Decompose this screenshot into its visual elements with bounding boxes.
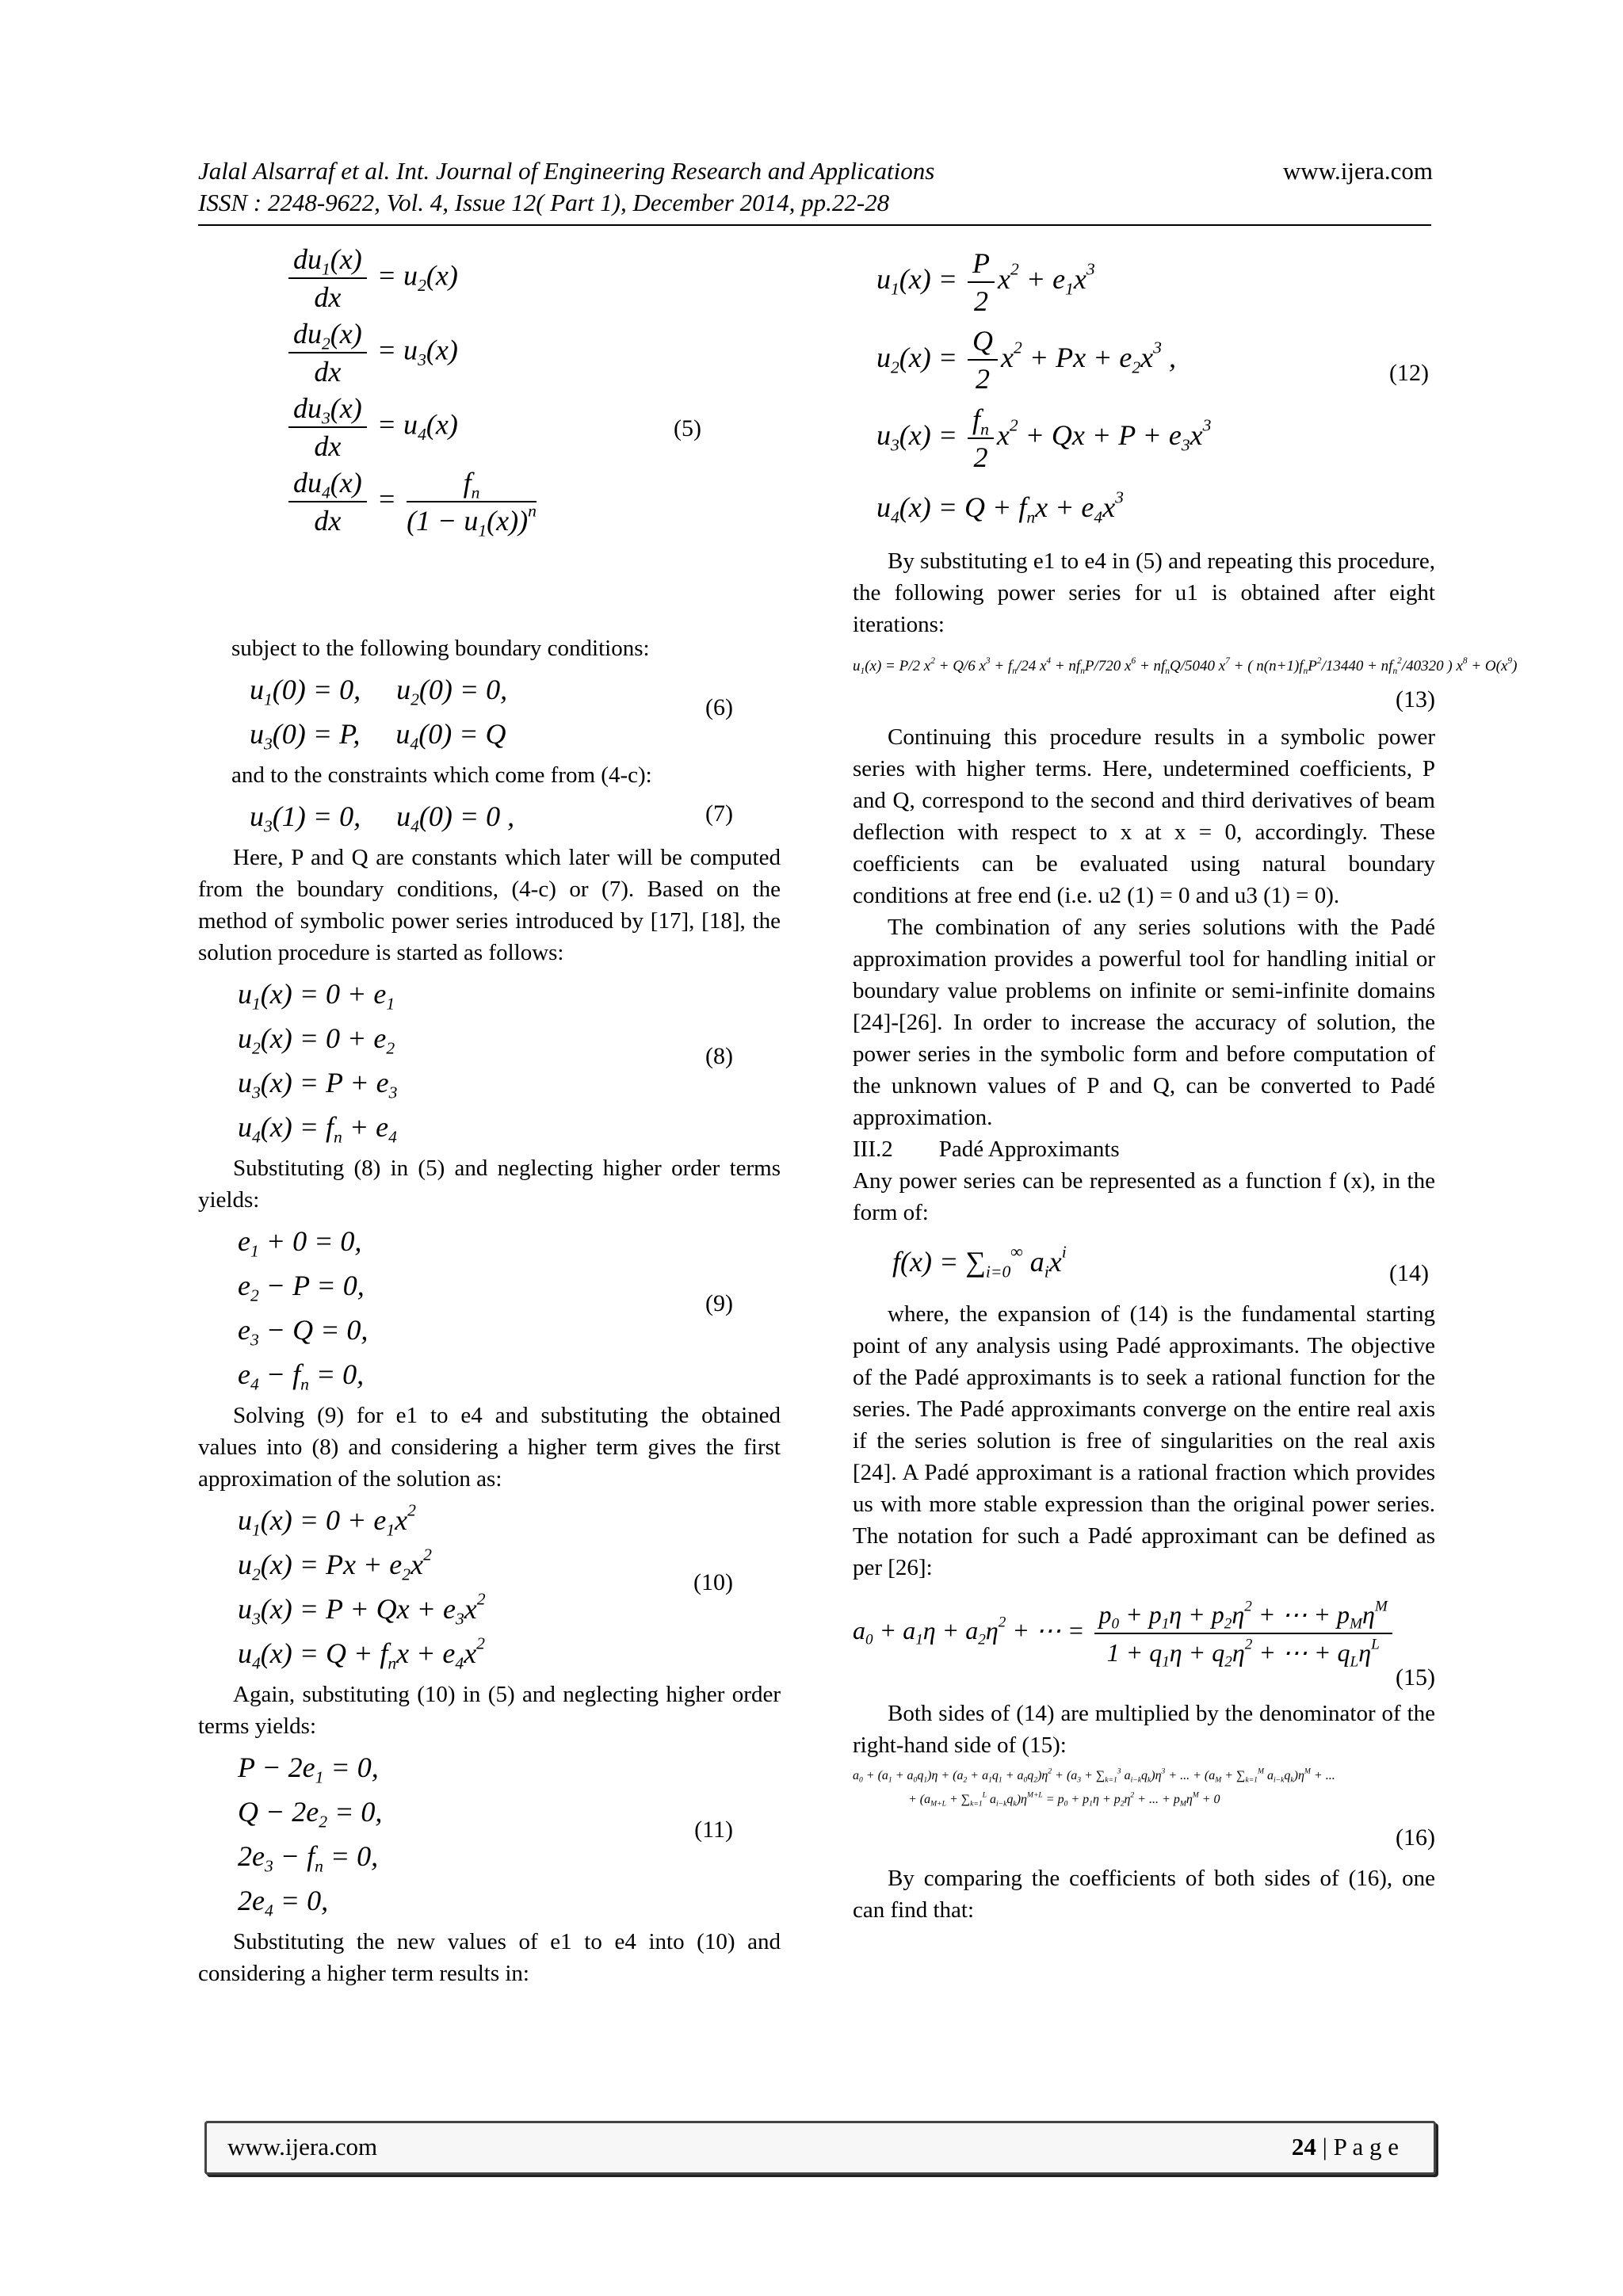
- journal-header-line1: Jalal Alsarraf et al. Int. Journal of Engineering Research and Applications: [198, 157, 935, 185]
- eq8-number: (8): [705, 1043, 733, 1069]
- paragraph-substituting-new: Substituting the new values of e1 to e4 into (10) and considering a higher term results in:: [198, 1929, 781, 1986]
- equation-8: $u_1(x) = 0 + e_1$ $u_2(x) = 0 + e_2$ $u_3(x) = P + e_3$ $u_4(x) = f_n + e_4$ (8): [238, 978, 733, 1147]
- paragraph-substituting-8: Substituting (8) in (5) and neglecting higher order terms yields:: [198, 1156, 781, 1213]
- left-column: [198, 238, 781, 1989]
- paragraph-any-power-series: Any power series can be represented as a function f (x), in the form of:: [853, 1168, 1435, 1225]
- eq15-number: (15): [1396, 1664, 1435, 1690]
- page-number: 24: [1291, 2133, 1316, 2160]
- right-column: [853, 238, 1518, 1926]
- header-website: www.ijera.com: [1282, 157, 1433, 185]
- equation-6: $u_1(0) = 0$, $u_2(0) = 0$, $u_3(0) = P$, $u_4(0) = Q$ (6): [250, 674, 733, 754]
- equation-5: $\frac{du_1(x)}{dx}$ = $u_2(x)$ $\frac{du_2(x)}{dx}$ = $u_3(x)$ $\frac{du_3(x)}{dx}$ = $u_4(x)$ $\frac{du_4(x)}{dx}$ = $\frac{f_n}{(1 - u_1(x))^n}$ (5): [285, 241, 781, 629]
- equation-11: $P - 2e_1 = 0$, $Q - 2e_2 = 0$, $2e_3 - f_n = 0$, $2e_4 = 0$, (11): [238, 1752, 733, 1920]
- paragraph-both-sides: Both sides of (14) are multiplied by the denominator of the right-hand side of (15):: [853, 1701, 1435, 1758]
- equation-13: $u_1(x) = P/2$ $x^2 + Q/6$ $x^3 + f_n/24$ $x^4 + nf_nP/720$ $x^6 + nf_nQ/5040$ $x^7$ + ( $n(n+1)f_nP^2/13440 + nf_n^2/40320$ ) $x^8 + O(x^9)$ (13): [853, 655, 1518, 712]
- paragraph-solving: Solving (9) for e1 to e4 and substituting the obtained values into (8) and considering a higher term gives the first approximation of the solution as:: [198, 1403, 781, 1492]
- page-footer: [204, 2121, 1436, 2175]
- equation-7: $u_3(1) = 0$, $u_4(0) = 0$ , (7): [250, 800, 733, 836]
- eq13-number: (13): [1396, 686, 1435, 712]
- footer-website: www.ijera.com: [227, 2133, 378, 2160]
- section-number: III.2: [853, 1137, 893, 1162]
- equation-12: $u_1(x)$ = $\frac{P}{2}$ $x^2 + e_1x^3$ $u_2(x)$ = $\frac{Q}{2}$ $x^2 + Px + e_2x^3$ , $u_3(x)$ = $\frac{f_n}{2}$ $x^2 + Qx + P + e_3x^3$ $u_4(x) = Q + f_nx + e_4x^3$ (12): [876, 241, 1435, 542]
- eq5-number: (5): [674, 415, 701, 441]
- equation-10: $u_1(x) = 0 + e_1x^2$ $u_2(x) = Px + e_2x^2$ $u_3(x) = P + Qx + e_3x^2$ $u_4(x) = Q + f_nx + e_4x^2$ (10): [238, 1500, 733, 1673]
- section-title: Padé Approximants: [938, 1137, 1120, 1162]
- journal-header-line2: ISSN : 2248-9622, Vol. 4, Issue 12( Part 1), December 2014, pp.22-28: [198, 189, 890, 216]
- paragraph-continuing: Continuing this procedure results in a symbolic power series with higher terms. Here, undetermined coefficients, P and Q, correspond to the second and third derivatives of beam deflection with respect to x at x = 0, accordingly. These coefficients can be evaluated using natural boundary conditions at free end (i.e. u2 (1) = 0 and u3 (1) = 0).: [853, 724, 1435, 908]
- eq10-number: (10): [693, 1569, 733, 1595]
- eq6-number: (6): [705, 694, 733, 720]
- paragraph-constraints: and to the constraints which come from (4-c):: [231, 762, 652, 788]
- footer-page: [1292, 2133, 1399, 2161]
- equation-16: $a_0 + (a_1 + a_0q_1)\eta + (a_2 + a_1q_1 + a_0q_2)\eta^2 + (a_3 + \sum_{k=1}^3$ $a_{i-k}q_k)\eta^3$ + ... + ($a_M + \sum_{k=1}^M$ $a_{i-k}q_k)\eta^M$ + ... + ($a_{M+L} + \sum_{k=1}^L$ $a_{i-k}q_k)\eta^{M+L} = p_0 + p_1\eta + p_2\eta^2$ + ... + $p_M\eta^M + 0$ (16): [853, 1767, 1435, 1851]
- paragraph-here: Here, P and Q are constants which later will be computed from the boundary conditions, (4-c) or (7). Based on the method of symbolic power series introduced by [17], [18], the solution procedure is started as follows:: [198, 845, 781, 965]
- section-heading: [853, 1133, 1435, 1165]
- page-label: | P a g e: [1322, 2133, 1399, 2160]
- eq12-number: (12): [1389, 360, 1429, 386]
- equation-14: $f(x) = \sum_{i=0}^\infty$ $a_ix^i$ (14): [892, 1242, 1429, 1286]
- paragraph-comparing: By comparing the coefficients of both sides of (16), one can find that:: [853, 1866, 1435, 1923]
- paragraph-where: where, the expansion of (14) is the fundamental starting point of any analysis using Padé approximants. The objective of the Padé approximants is to seek a rational function for the series. The Padé approximants converge on the entire real axis if the series solution is free of singularities on the real axis [24]. A Padé approximant is a rational fraction which provides us with more stable expression than the original power series. The notation for such a Padé approximant can be defined as per [26]:: [853, 1301, 1435, 1580]
- paragraph-again: Again, substituting (10) in (5) and neglecting higher order terms yields:: [198, 1682, 781, 1739]
- eq16-number: (16): [1396, 1824, 1435, 1851]
- paragraph-subject: subject to the following boundary conditions:: [231, 636, 650, 661]
- equation-15: $a_0 + a_1\eta + a_2\eta^2$ + ⋯ = $\frac{p_0 + p_1\eta + p_2\eta^2 + \cdots + p_M\eta^M}{1 + q_1\eta + q_2\eta^2 + \cdots + q_L\eta^L}$ (15): [853, 1587, 1435, 1694]
- equation-9: $e_1 + 0 = 0$, $e_2 - P = 0$, $e_3 - Q = 0$, $e_4 - f_n = 0$, (9): [238, 1225, 733, 1394]
- eq9-number: (9): [705, 1290, 733, 1316]
- eq11-number: (11): [694, 1817, 733, 1843]
- eq14-number: (14): [1389, 1260, 1429, 1286]
- paragraph-combination: The combination of any series solutions with the Padé approximation provides a powerful tool for handling initial or boundary value problems on infinite or semi-infinite domains [24]-[26]. In order to increase the accuracy of solution, the power series in the symbolic form and before computation of the unknown values of P and Q, can be converted to Padé approximation.: [853, 915, 1435, 1130]
- paragraph-by-substituting: By substituting e1 to e4 in (5) and repeating this procedure, the following power series for u1 is obtained after eight iterations:: [853, 548, 1435, 637]
- eq7-number: (7): [705, 800, 733, 827]
- header-rule: [198, 224, 1431, 226]
